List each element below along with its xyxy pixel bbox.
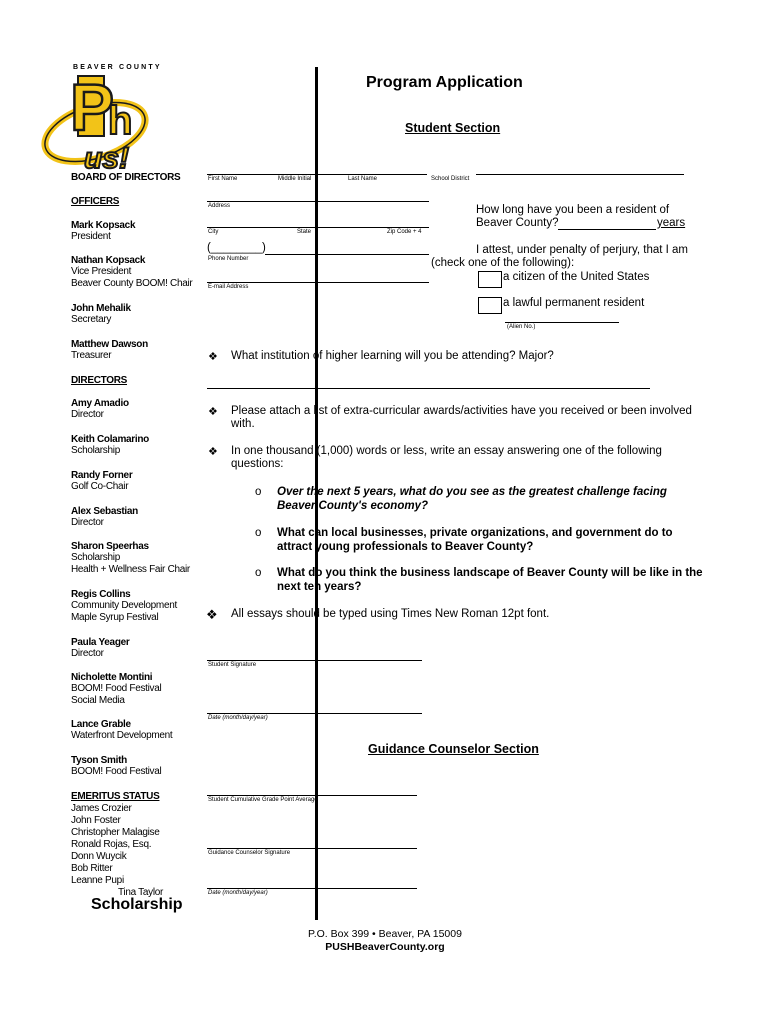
push-logo <box>40 64 162 174</box>
emeritus-item: Christopher Malagise <box>71 827 160 838</box>
address-line <box>207 201 429 202</box>
resident-question: How long have you been a resident of <box>476 204 670 216</box>
city-label: City <box>208 229 219 235</box>
director-item: Paula Yeager Director <box>71 637 130 659</box>
directors-heading: DIRECTORS <box>71 375 128 386</box>
director-item: Lance Grable Waterfront Development <box>71 719 173 741</box>
emeritus-item: John Foster <box>71 815 121 826</box>
citizen-label: a citizen of the United States <box>503 271 650 283</box>
director-item: Alex Sebastian Director <box>71 506 138 528</box>
date-line[interactable] <box>207 713 422 714</box>
permanent-resident-checkbox[interactable] <box>478 297 502 314</box>
essay-option-2: What can local businesses, private organizations, and government do to attract young professionals to Beaver County? <box>277 527 673 553</box>
zip-label: Zip Code + 4 <box>387 229 422 235</box>
svg-text:us!: us! <box>84 142 129 175</box>
essay-marker: o <box>255 567 262 579</box>
emeritus-item: Ronald Rojas, Esq. <box>71 839 152 850</box>
emeritus-item: James Crozier <box>71 803 132 814</box>
address-label: Address <box>208 203 231 209</box>
essay-question-2: questions: <box>231 458 284 470</box>
attach-question: Please attach a list of extra-curricular awards/activities have you received or been involved <box>231 405 692 417</box>
diamond-bullet-icon: ❖ <box>208 351 218 363</box>
middle-initial-label: Middle Initial <box>278 176 312 182</box>
officer-item: Mark Kopsack President <box>71 220 136 242</box>
emeritus-item: Bob Ritter <box>71 863 113 874</box>
counselor-signature-label: Guidance Counselor Signature <box>208 850 291 856</box>
gpa-line[interactable] <box>207 795 417 796</box>
attach-question-2: with. <box>231 418 255 430</box>
date-label-2: Date (month/day/year) <box>208 890 268 896</box>
date-line-2[interactable] <box>207 888 417 889</box>
first-name-label: First Name <box>208 176 238 182</box>
footer-address: P.O. Box 399 • Beaver, PA 15009 <box>308 928 462 940</box>
resident-years-line[interactable] <box>558 229 656 230</box>
officer-item: Nathan Kopsack Vice President Beaver County BOOM! Chair <box>71 255 193 289</box>
guidance-section-heading: Guidance Counselor Section <box>368 742 539 756</box>
resident-years-label: years <box>657 217 686 229</box>
school-district-line <box>476 174 684 175</box>
essay-question: In one thousand (1,000) words or less, write an essay answering one of the following <box>231 445 662 457</box>
school-district-label: School District <box>431 176 470 182</box>
emeritus-heading: EMERITUS STATUS <box>71 791 160 802</box>
emeritus-item: Leanne Pupi <box>71 875 124 886</box>
name-line <box>207 174 427 175</box>
email-line <box>207 282 429 283</box>
institution-question: What institution of higher learning will you be attending? Major? <box>231 350 554 362</box>
emeritus-list <box>71 803 163 899</box>
institution-answer-line[interactable] <box>207 388 650 389</box>
permanent-resident-label: a lawful permanent resident <box>503 297 645 309</box>
director-item: Amy Amadio Director <box>71 398 129 420</box>
phone-prefix: (________) <box>207 242 266 254</box>
attest-text-2: (check one of the following): <box>431 257 575 269</box>
officers-heading: OFFICERS <box>71 196 120 207</box>
director-item: Tyson Smith BOOM! Food Festival <box>71 755 162 777</box>
logo-top-text: BEAVER COUNTY <box>73 64 162 71</box>
director-item: Randy Forner Golf Co-Chair <box>71 470 133 492</box>
essay-option-1: Over the next 5 years, what do you see as the greatest challenge facing Beaver County's economy? <box>277 486 667 512</box>
student-section-heading: Student Section <box>405 121 501 135</box>
logo-mark-icon <box>40 72 162 176</box>
essay-marker: o <box>255 486 262 498</box>
svg-text:P: P <box>70 72 115 144</box>
officer-item: Matthew Dawson Treasurer <box>71 339 148 361</box>
board-heading: BOARD OF DIRECTORS <box>71 172 181 183</box>
state-label: State <box>297 229 312 235</box>
student-signature-line[interactable] <box>207 660 422 661</box>
diamond-bullet-icon: ❖ <box>206 607 218 622</box>
svg-text:h: h <box>108 99 133 143</box>
email-label: E-mail Address <box>208 284 249 290</box>
diamond-bullet-icon: ❖ <box>208 446 218 458</box>
counselor-signature-line[interactable] <box>207 848 417 849</box>
emeritus-item: Donn Wuycik <box>71 851 127 862</box>
footer-website: PUSHBeaverCounty.org <box>325 941 445 953</box>
officer-item: John Mehalik Secretary <box>71 303 131 325</box>
phone-label: Phone Number <box>208 256 249 262</box>
phone-line <box>265 254 429 255</box>
attest-text: I attest, under penalty of perjury, that I am <box>476 244 689 256</box>
essay-format-note: All essays should be typed using Times New Roman 12pt font. <box>231 608 550 620</box>
director-item: Nicholette Montini BOOM! Food Festival Social Media <box>71 672 162 706</box>
alien-no-line[interactable] <box>505 322 619 323</box>
city-line <box>207 227 429 228</box>
citizen-checkbox[interactable] <box>478 271 502 288</box>
resident-question-2: Beaver County? <box>476 217 559 229</box>
last-name-label: Last Name <box>348 176 378 182</box>
page-title: Program Application <box>366 74 523 91</box>
gpa-label: Student Cumulative Grade Point Average <box>208 797 318 803</box>
director-item: Keith Colamarino Scholarship <box>71 434 149 456</box>
emeritus-item: Tina Taylor <box>118 887 164 898</box>
diamond-bullet-icon: ❖ <box>208 406 218 418</box>
date-label: Date (month/day/year) <box>208 715 268 721</box>
alien-no-label: (Alien No.) <box>507 324 536 330</box>
student-signature-label: Student Signature <box>208 662 257 668</box>
director-item: Regis Collins Community Development Maple Syrup Festival <box>71 589 177 623</box>
essay-option-3: What do you think the business landscape of Beaver County will be like in the next ten years? <box>277 567 703 593</box>
essay-marker: o <box>255 527 262 539</box>
director-item: Sharon Speerhas Scholarship Health + Wellness Fair Chair <box>71 541 190 575</box>
scholarship-label: Scholarship <box>91 896 183 913</box>
